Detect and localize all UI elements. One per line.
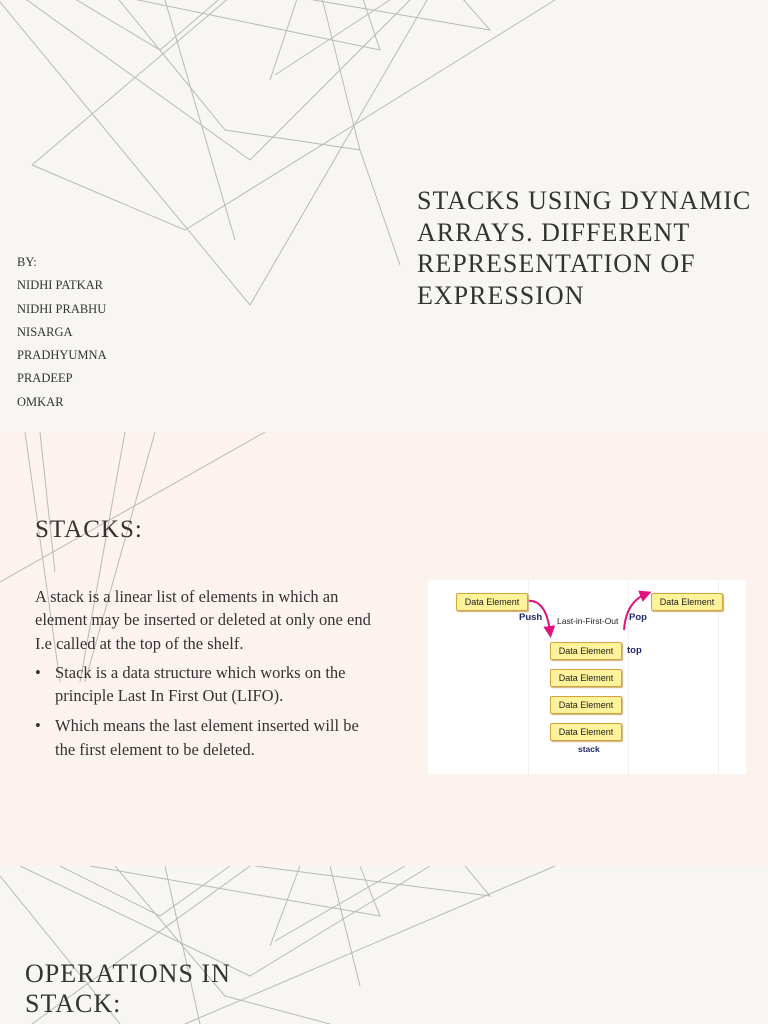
author-name: PRADHYUMNA bbox=[17, 348, 107, 363]
top-label: top bbox=[627, 645, 642, 656]
title-line: REPRESENTATION OF bbox=[417, 249, 696, 278]
bullet-list bbox=[35, 661, 373, 761]
stack-diagram bbox=[428, 580, 746, 774]
push-label: Push bbox=[519, 612, 543, 623]
stack-label: stack bbox=[578, 744, 600, 754]
operations-slide bbox=[0, 866, 768, 1024]
section-heading: STACKS: bbox=[35, 516, 143, 543]
bullet-text: Stack is a data structure which works on the principle Last In First Out (LIFO). bbox=[55, 662, 346, 706]
pop-label: Pop bbox=[629, 612, 647, 623]
stacks-slide bbox=[0, 432, 768, 866]
author-name: NIDHI PRABHU bbox=[17, 301, 107, 316]
author-name: OMKAR bbox=[17, 394, 64, 409]
stack-element: Data Element bbox=[550, 696, 622, 714]
section-heading bbox=[25, 959, 231, 1019]
stack-element: Data Element bbox=[550, 723, 622, 741]
title-slide bbox=[0, 0, 768, 432]
author-name: NISARGA bbox=[17, 324, 73, 339]
heading-line: STACK: bbox=[25, 989, 122, 1018]
title-line: ARRAYS. DIFFERENT bbox=[417, 217, 691, 247]
bullet-icon: • bbox=[35, 716, 41, 736]
heading-line: OPERATIONS IN bbox=[25, 959, 231, 988]
title-line: STACKS USING DYNAMIC bbox=[417, 186, 752, 215]
by-label: BY: bbox=[17, 255, 37, 269]
definition-paragraph: A stack is a linear list of elements in which an element may be inserted or deleted at only one end I.e called at the top of the shelf. bbox=[35, 587, 371, 653]
bullet-icon: • bbox=[35, 662, 41, 682]
author-name: NIDHI PATKAR bbox=[17, 278, 104, 293]
stack-element: Data Element bbox=[550, 669, 622, 687]
lifo-label: Last-in-First-Out bbox=[557, 616, 619, 626]
author-name: PRADEEP bbox=[17, 371, 73, 386]
author-list bbox=[17, 251, 107, 414]
slide-title bbox=[417, 185, 768, 311]
bullet-item bbox=[35, 714, 373, 761]
bullet-item bbox=[35, 661, 373, 708]
stack-description bbox=[35, 585, 373, 768]
stack-element-top: Data Element bbox=[550, 642, 622, 660]
title-line: EXPRESSION bbox=[417, 280, 585, 310]
popped-data-element: Data Element bbox=[651, 593, 723, 611]
bullet-text: Which means the last element inserted will be the first element to be deleted. bbox=[55, 716, 359, 759]
pushed-data-element: Data Element bbox=[456, 593, 528, 611]
